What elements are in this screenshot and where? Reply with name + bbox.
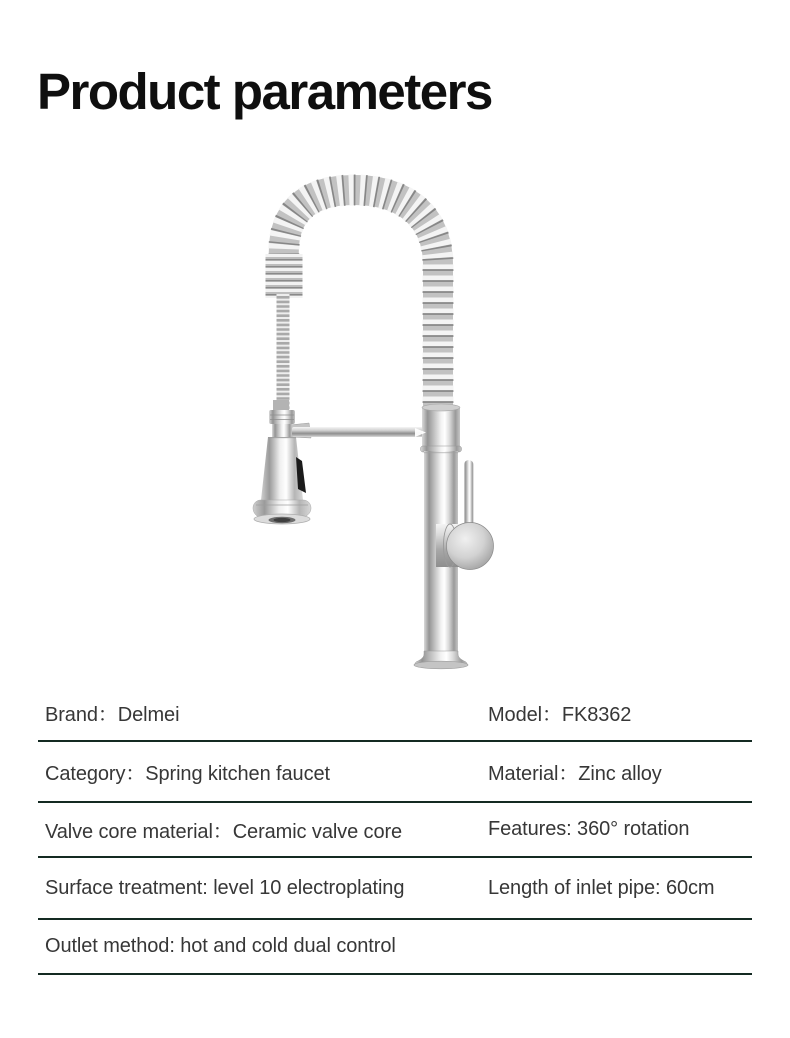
spec-left-cell bbox=[45, 815, 402, 844]
spec-value: level 10 electroplating bbox=[213, 876, 405, 899]
spec-right-cell bbox=[488, 858, 714, 918]
faucet-illustration bbox=[230, 160, 570, 680]
spec-label: Model： bbox=[488, 704, 562, 726]
spec-value: hot and cold dual control bbox=[180, 935, 396, 957]
spec-label: Material： bbox=[488, 763, 579, 785]
faucet-product-image bbox=[230, 160, 570, 680]
spec-left-cell bbox=[45, 757, 330, 786]
spec-label: Outlet method: bbox=[45, 935, 181, 957]
spec-label: Length of inlet pipe: bbox=[488, 876, 666, 899]
spec-row-category-material bbox=[38, 742, 752, 803]
spec-row-valvecore-features bbox=[38, 803, 752, 858]
faucet-spring-coil bbox=[284, 190, 438, 408]
spec-left-cell bbox=[45, 698, 179, 727]
spec-right-cell bbox=[488, 685, 631, 740]
spec-row-brand-model bbox=[38, 685, 752, 742]
faucet-support-bar bbox=[290, 423, 432, 438]
page-title: Product parameters bbox=[37, 63, 492, 120]
faucet-spray-head bbox=[253, 400, 311, 524]
spec-label: Brand： bbox=[45, 704, 118, 726]
spec-label: Category： bbox=[45, 763, 146, 785]
spec-row-surface-inletpipe bbox=[38, 858, 752, 920]
spec-right-cell bbox=[488, 742, 662, 801]
spec-value: 60cm bbox=[665, 876, 715, 899]
spec-right-cell bbox=[488, 803, 689, 856]
spec-value: FK8362 bbox=[561, 704, 632, 726]
spec-left-cell bbox=[45, 877, 404, 900]
handle-lever-rod bbox=[464, 460, 474, 528]
spec-value: Spring kitchen faucet bbox=[145, 763, 330, 785]
spec-value: Zinc alloy bbox=[578, 763, 662, 785]
spec-label: Valve core material： bbox=[45, 821, 233, 843]
spec-value: 360° rotation bbox=[577, 818, 690, 840]
spec-value: Delmei bbox=[117, 704, 180, 726]
spec-value: Ceramic valve core bbox=[232, 821, 403, 843]
spec-table bbox=[38, 685, 752, 975]
spec-row-outlet-method bbox=[38, 920, 752, 975]
spec-label: Surface treatment: bbox=[45, 876, 214, 899]
spec-left-cell bbox=[45, 935, 396, 958]
handle-knob-face bbox=[447, 523, 494, 570]
spec-label: Features: bbox=[488, 818, 578, 840]
